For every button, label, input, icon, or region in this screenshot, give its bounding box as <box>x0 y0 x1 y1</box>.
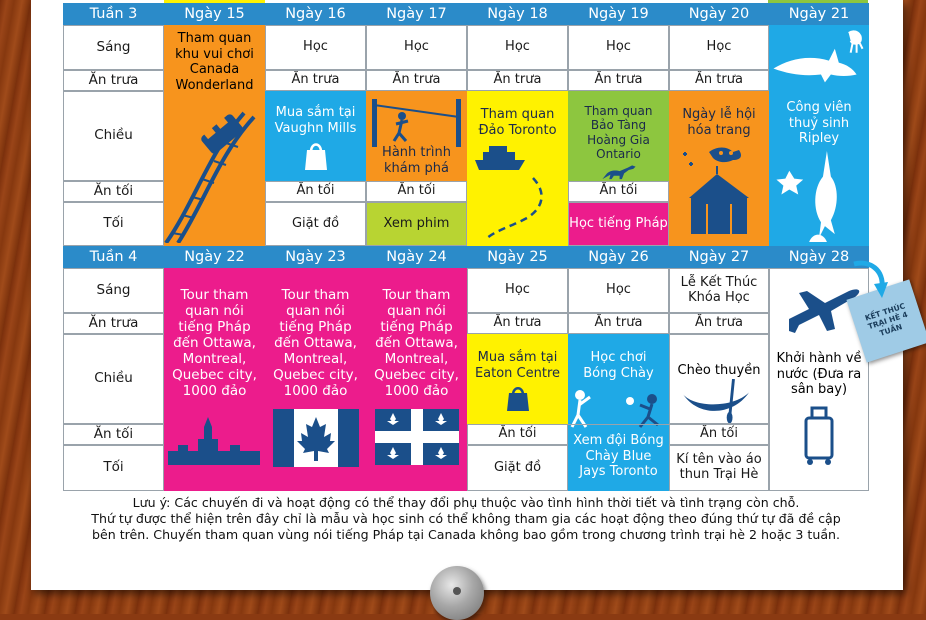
day25-afternoon <box>467 334 568 424</box>
day17-morning: Học <box>366 25 467 70</box>
suitcase-icon <box>794 398 844 468</box>
day19-lunch: Ăn trưa <box>568 70 669 91</box>
dinosaur-icon <box>584 162 654 181</box>
day25-afternoon-text: Mua sắm tại Eaton Centre <box>474 350 561 381</box>
week4-day-header: Ngày 25 <box>467 246 568 268</box>
day28-text: Khởi hành về nước (Đưa ra sân bay) <box>776 351 862 398</box>
day25-lunch: Ăn trưa <box>467 313 568 334</box>
day26-divider <box>568 424 669 425</box>
day15-activity <box>164 25 265 246</box>
push-pin <box>430 566 484 620</box>
day18-afternoon-text: Tham quan Đảo Toronto <box>478 107 557 138</box>
day22-activity <box>164 268 265 491</box>
row-label-morning: Sáng <box>63 25 164 70</box>
week4-day-header: Ngày 24 <box>366 246 467 268</box>
day19-evening: Học tiếng Pháp <box>568 202 669 246</box>
day25-evening: Giặt đồ <box>467 445 568 491</box>
day17-afternoon-text: Hành trình khám phá <box>382 145 451 176</box>
day24-activity <box>366 268 467 491</box>
note-line: bên trên. Chuyến tham quan vùng nói tiếng Pháp tại Canada không bao gồm trong chương trình trại hè 2 hoặc 3 tuần. <box>91 527 841 542</box>
week4-day-header: Ngày 27 <box>669 246 769 268</box>
row-label-dinner: Ăn tối <box>63 181 164 202</box>
week4-day-header: Ngày 22 <box>164 246 265 268</box>
parliament-skyline-icon <box>164 409 265 469</box>
day18-lunch: Ăn trưa <box>467 70 568 91</box>
canada-flag-icon <box>273 409 359 467</box>
day16-evening: Giặt đồ <box>265 202 366 246</box>
day26-morning: Học <box>568 268 669 313</box>
row-label-dinner: Ăn tối <box>63 424 164 445</box>
notes <box>60 495 872 543</box>
sticker-text: KẾT THÚC TRẠI HÈ 4 TUẦN <box>863 301 909 338</box>
row-label-lunch: Ăn trưa <box>63 70 164 91</box>
day22-text: Tour tham quan nói tiếng Pháp đến Ottawa, Montreal, Quebec city, 1000 đảo <box>172 287 257 399</box>
day17-evening: Xem phim <box>366 202 467 246</box>
day17-afternoon <box>366 91 467 181</box>
shopping-bag-icon <box>301 140 331 172</box>
week4-label: Tuần 4 <box>63 246 164 268</box>
day27-dinner: Ăn tối <box>669 424 769 445</box>
curved-arrow-icon <box>850 258 890 300</box>
day19-morning: Học <box>568 25 669 70</box>
day20-afternoon <box>669 91 769 246</box>
day26-activity <box>568 334 669 491</box>
week4-day-header: Ngày 23 <box>265 246 366 268</box>
day23-activity <box>265 268 366 491</box>
day26-lunch: Ăn trưa <box>568 313 669 334</box>
day16-morning: Học <box>265 25 366 70</box>
day17-dinner: Ăn tối <box>366 181 467 202</box>
day16-lunch: Ăn trưa <box>265 70 366 91</box>
shark-icon <box>769 25 869 94</box>
day20-afternoon-text: Ngày lễ hội hóa trang <box>682 107 756 138</box>
week3-label: Tuần 3 <box>63 3 164 25</box>
row-label-lunch: Ăn trưa <box>63 313 164 334</box>
day27-afternoon <box>669 334 769 424</box>
swordfish-icon <box>769 147 869 246</box>
carnival-tent-icon <box>669 138 769 238</box>
row-label-evening: Tối <box>63 202 164 246</box>
day15-text: Tham quan khu vui chơi Canada Wonderland <box>175 31 254 93</box>
week3-day-header: Ngày 20 <box>669 3 769 25</box>
roller-coaster-icon <box>164 93 265 243</box>
day18-afternoon <box>467 91 568 246</box>
row-label-afternoon: Chiều <box>63 91 164 181</box>
day27-evening: Kí tên vào áo thun Trại Hè <box>669 445 769 491</box>
week3-day-header: Ngày 18 <box>467 3 568 25</box>
row-label-morning: Sáng <box>63 268 164 313</box>
day19-afternoon-text: Tham quan Bảo Tàng Hoàng Gia Ontario <box>584 104 653 162</box>
day16-afternoon <box>265 91 366 181</box>
day21-activity <box>769 25 869 246</box>
day21-text: Công viên thuỷ sinh Ripley <box>786 100 852 147</box>
day27-afternoon-text: Chèo thuyền <box>677 363 761 378</box>
note-line: Lưu ý: Các chuyến đi và hoạt động có thể thay đổi phụ thuộc vào tình hình thời tiết và tình trạng còn chỗ. <box>132 495 800 510</box>
shopping-bag-icon <box>505 385 531 413</box>
day27-lunch: Ăn trưa <box>669 313 769 334</box>
day20-lunch: Ăn trưa <box>669 70 769 91</box>
row-label-afternoon: Chiều <box>63 334 164 424</box>
week3-day-header: Ngày 21 <box>769 3 869 25</box>
day16-dinner: Ăn tối <box>265 181 366 202</box>
note-line: Thứ tự được thể hiện trên đây chỉ là mẫu và học sinh có thể không tham gia các hoạt động theo đúng thứ tự đã đề cập <box>91 511 841 526</box>
day17-lunch: Ăn trưa <box>366 70 467 91</box>
day25-morning: Học <box>467 268 568 313</box>
baseball-players-icon <box>568 381 669 433</box>
canoe-icon <box>674 379 764 423</box>
day19-afternoon <box>568 91 669 181</box>
week4-day-header: Ngày 26 <box>568 246 669 268</box>
week3-day-header: Ngày 16 <box>265 3 366 25</box>
week4-day-header: Ngày 28 <box>769 246 869 268</box>
week3-day-header: Ngày 17 <box>366 3 467 25</box>
week3-day-header: Ngày 15 <box>164 3 265 25</box>
day19-dinner: Ăn tối <box>568 181 669 202</box>
day25-dinner: Ăn tối <box>467 424 568 445</box>
week3-day-header: Ngày 19 <box>568 3 669 25</box>
quebec-flag-icon <box>375 409 459 465</box>
day23-text: Tour tham quan nói tiếng Pháp đến Ottawa, Montreal, Quebec city, 1000 đảo <box>273 287 358 399</box>
day27-morning: Lễ Kết Thúc Khóa Học <box>669 268 769 313</box>
day16-afternoon-text: Mua sắm tại Vaughn Mills <box>274 105 357 136</box>
day26-afternoon-text: Học chơi Bóng Chày <box>583 350 654 381</box>
row-label-evening: Tối <box>63 445 164 491</box>
day20-morning: Học <box>669 25 769 70</box>
day26-evening-text: Xem đội Bóng Chày Blue Jays Toronto <box>573 433 664 480</box>
day18-morning: Học <box>467 25 568 70</box>
ferry-boat-icon <box>467 138 568 238</box>
day24-text: Tour tham quan nói tiếng Pháp đến Ottawa, Montreal, Quebec city, 1000 đảo <box>374 287 459 399</box>
